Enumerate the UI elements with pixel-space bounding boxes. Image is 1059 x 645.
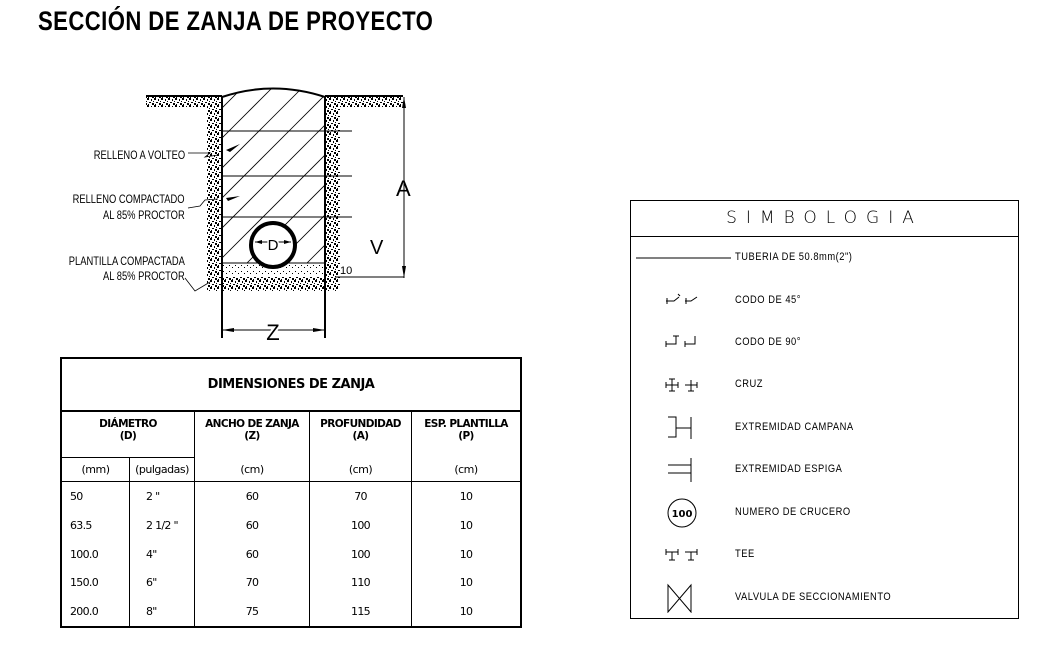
header-esp-plantilla xyxy=(412,411,522,457)
header-text: PROFUNDIDAD xyxy=(320,418,401,431)
unit-cell: (pulgadas) xyxy=(130,457,195,481)
table-row xyxy=(61,597,521,627)
legend-label: NUMERO DE CRUCERO xyxy=(735,506,851,518)
cell: 100 xyxy=(310,511,412,540)
cell: 100 xyxy=(310,540,412,569)
legend-label: CODO DE 90° xyxy=(735,336,801,348)
legend-label: CRUZ xyxy=(735,378,764,390)
legend-label: TEE xyxy=(735,548,755,560)
header-diametro xyxy=(61,411,195,457)
elbow-90-icon xyxy=(661,328,701,358)
header-ancho xyxy=(195,411,310,457)
table-row xyxy=(61,540,521,569)
symbology-legend xyxy=(630,200,1019,619)
legend-label: CODO DE 45° xyxy=(735,294,801,306)
header-sub: (D) xyxy=(119,430,137,443)
cell: 70 xyxy=(310,482,412,511)
legend-label: EXTREMIDAD ESPIGA xyxy=(735,463,843,475)
crossing-number-badge: 100 xyxy=(671,509,693,520)
v-label: V xyxy=(370,237,384,259)
header-text: DIÁMETRO xyxy=(99,418,157,431)
legend-item xyxy=(631,583,1018,613)
unit-cell: (mm) xyxy=(61,457,130,481)
cell: 8" xyxy=(130,597,195,627)
elbow-45-icon xyxy=(661,286,701,316)
bell-end-icon xyxy=(661,413,701,443)
tee-fitting-icon xyxy=(661,540,701,570)
legend-label: EXTREMIDAD CAMPANA xyxy=(735,421,854,433)
table-row xyxy=(61,511,521,540)
label-plantilla: PLANTILLA COMPACTADA xyxy=(68,254,185,268)
label-plantilla-2: AL 85% PROCTOR xyxy=(103,269,185,283)
cell: 60 xyxy=(195,511,310,540)
cell: 115 xyxy=(310,597,412,627)
cell: 10 xyxy=(412,540,522,569)
cell: 60 xyxy=(195,540,310,569)
cross-fitting-icon xyxy=(661,370,701,400)
header-text: ESP. PLANTILLA xyxy=(424,418,508,431)
label-relleno-compactado: RELLENO COMPACTADO xyxy=(73,192,185,206)
cell: 60 xyxy=(195,482,310,511)
pipe-diameter-label: D xyxy=(267,237,279,254)
cell: 50 xyxy=(61,482,130,511)
cell: 4" xyxy=(130,540,195,569)
cell: 10 xyxy=(412,511,522,540)
cell: 10 xyxy=(412,482,522,511)
legend-item xyxy=(631,370,1018,400)
legend-item xyxy=(631,243,1018,273)
dimensions-table xyxy=(60,357,522,628)
header-sub: (A) xyxy=(352,430,369,443)
legend-item xyxy=(631,286,1018,316)
header-sub: (Z) xyxy=(244,430,260,443)
depth-a-label: A xyxy=(396,176,411,201)
gate-valve-icon xyxy=(661,583,701,613)
crossing-number-icon xyxy=(661,498,701,528)
legend-title: SIMBOLOGIA xyxy=(631,201,1018,237)
bedding-thickness-label: 10 xyxy=(340,265,353,277)
cell: 200.0 xyxy=(61,597,130,627)
table-row xyxy=(61,569,521,598)
cell: 6" xyxy=(130,569,195,598)
legend-item xyxy=(631,498,1018,528)
pipe-line-icon xyxy=(636,243,736,273)
header-profundidad xyxy=(310,411,412,457)
header-sub: (P) xyxy=(458,430,474,443)
legend-label: VALVULA DE SECCIONAMIENTO xyxy=(735,591,892,603)
header-text: ANCHO DE ZANJA xyxy=(205,418,299,431)
cell: 10 xyxy=(412,597,522,627)
page-title: SECCIÓN DE ZANJA DE PROYECTO xyxy=(38,6,434,36)
unit-cell: (cm) xyxy=(310,457,412,481)
legend-label: TUBERIA DE 50.8mm(2") xyxy=(735,251,853,263)
unit-cell: (cm) xyxy=(195,457,310,481)
legend-item xyxy=(631,328,1018,358)
cell: 70 xyxy=(195,569,310,598)
cell: 63.5 xyxy=(61,511,130,540)
trench-section-diagram xyxy=(0,0,460,350)
cell: 2 1/2 " xyxy=(130,511,195,540)
cell: 110 xyxy=(310,569,412,598)
cell: 10 xyxy=(412,569,522,598)
cell: 150.0 xyxy=(61,569,130,598)
spigot-end-icon xyxy=(661,455,701,485)
legend-item xyxy=(631,413,1018,443)
table-row xyxy=(61,482,521,511)
cell: 100.0 xyxy=(61,540,130,569)
cell: 75 xyxy=(195,597,310,627)
table-title: DIMENSIONES DE ZANJA xyxy=(61,358,521,411)
unit-cell: (cm) xyxy=(412,457,522,481)
legend-item xyxy=(631,455,1018,485)
label-relleno-compactado-2: AL 85% PROCTOR xyxy=(103,208,185,222)
cell: 2 " xyxy=(130,482,195,511)
legend-item xyxy=(631,540,1018,570)
width-z-label: Z xyxy=(266,320,280,345)
label-relleno-volteo: RELLENO A VOLTEO xyxy=(93,148,185,162)
